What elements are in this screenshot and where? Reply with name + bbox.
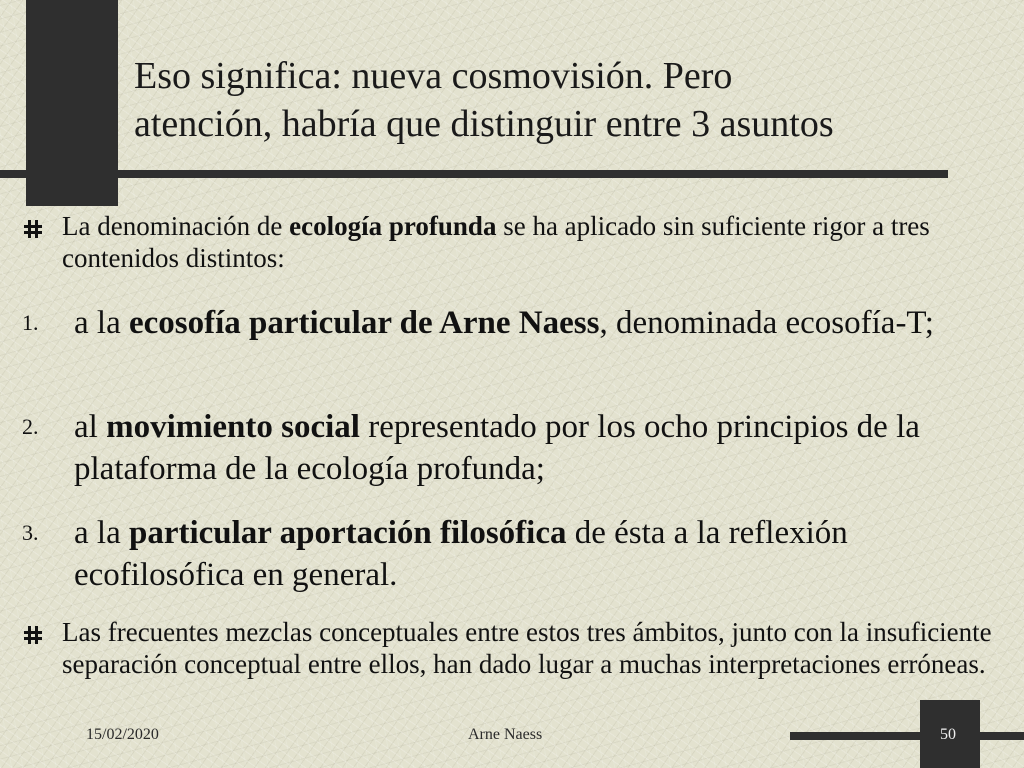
footer-date: 15/02/2020 <box>86 726 159 743</box>
item-2-marker: 2. <box>22 414 39 439</box>
slide-title <box>134 52 1004 148</box>
item-bold-text: movimiento social <box>106 409 360 445</box>
bullet-mezclas: Las frecuentes mezclas conceptuales entre estos tres ámbitos, junto con la insuficiente separación conceptual entre ellos, han dado lugar a muchas interpretaciones erróneas. <box>62 617 992 679</box>
item-text: al <box>74 409 107 445</box>
slide-title-line-2: atención, habría que distinguir entre 3 asuntos <box>134 103 834 145</box>
item-1-marker: 1. <box>22 310 39 335</box>
hash-bullet-icon <box>22 218 44 240</box>
item-bold-text: ecosofía particular de Arne Naess <box>128 305 600 341</box>
hash-bullet-icon <box>22 624 44 646</box>
bullet-text: La denominación de <box>62 211 290 241</box>
bullet-bold-text: ecología profunda <box>289 211 497 241</box>
item-text: a la <box>74 515 129 551</box>
footer-author: Arne Naess <box>468 726 543 743</box>
list-item-1 <box>74 302 1004 344</box>
bullet-denominacion <box>62 210 1012 274</box>
item-3-marker: 3. <box>22 520 39 545</box>
footer-page-number: 50 <box>940 726 956 743</box>
item-text: representado por los ocho principios de la plataforma de la ecología profunda; <box>74 409 920 487</box>
title-underline-bar <box>0 170 948 178</box>
item-text: , denominada ecosofía-T; <box>599 305 934 341</box>
slide-title-line-1: Eso significa: nueva cosmovisión. Pero <box>134 55 733 97</box>
bullet-text: se ha aplicado sin suficiente rigor a tres contenidos distintos: <box>62 211 930 273</box>
item-text: a la <box>74 305 129 341</box>
footer-accent-bar <box>790 732 1024 740</box>
item-text: de ésta a la reflexión ecofilosófica en general. <box>74 515 848 593</box>
list-item-3 <box>74 512 1004 596</box>
list-item-2 <box>74 406 1004 490</box>
item-bold-text: particular aportación filosófica <box>128 515 567 551</box>
